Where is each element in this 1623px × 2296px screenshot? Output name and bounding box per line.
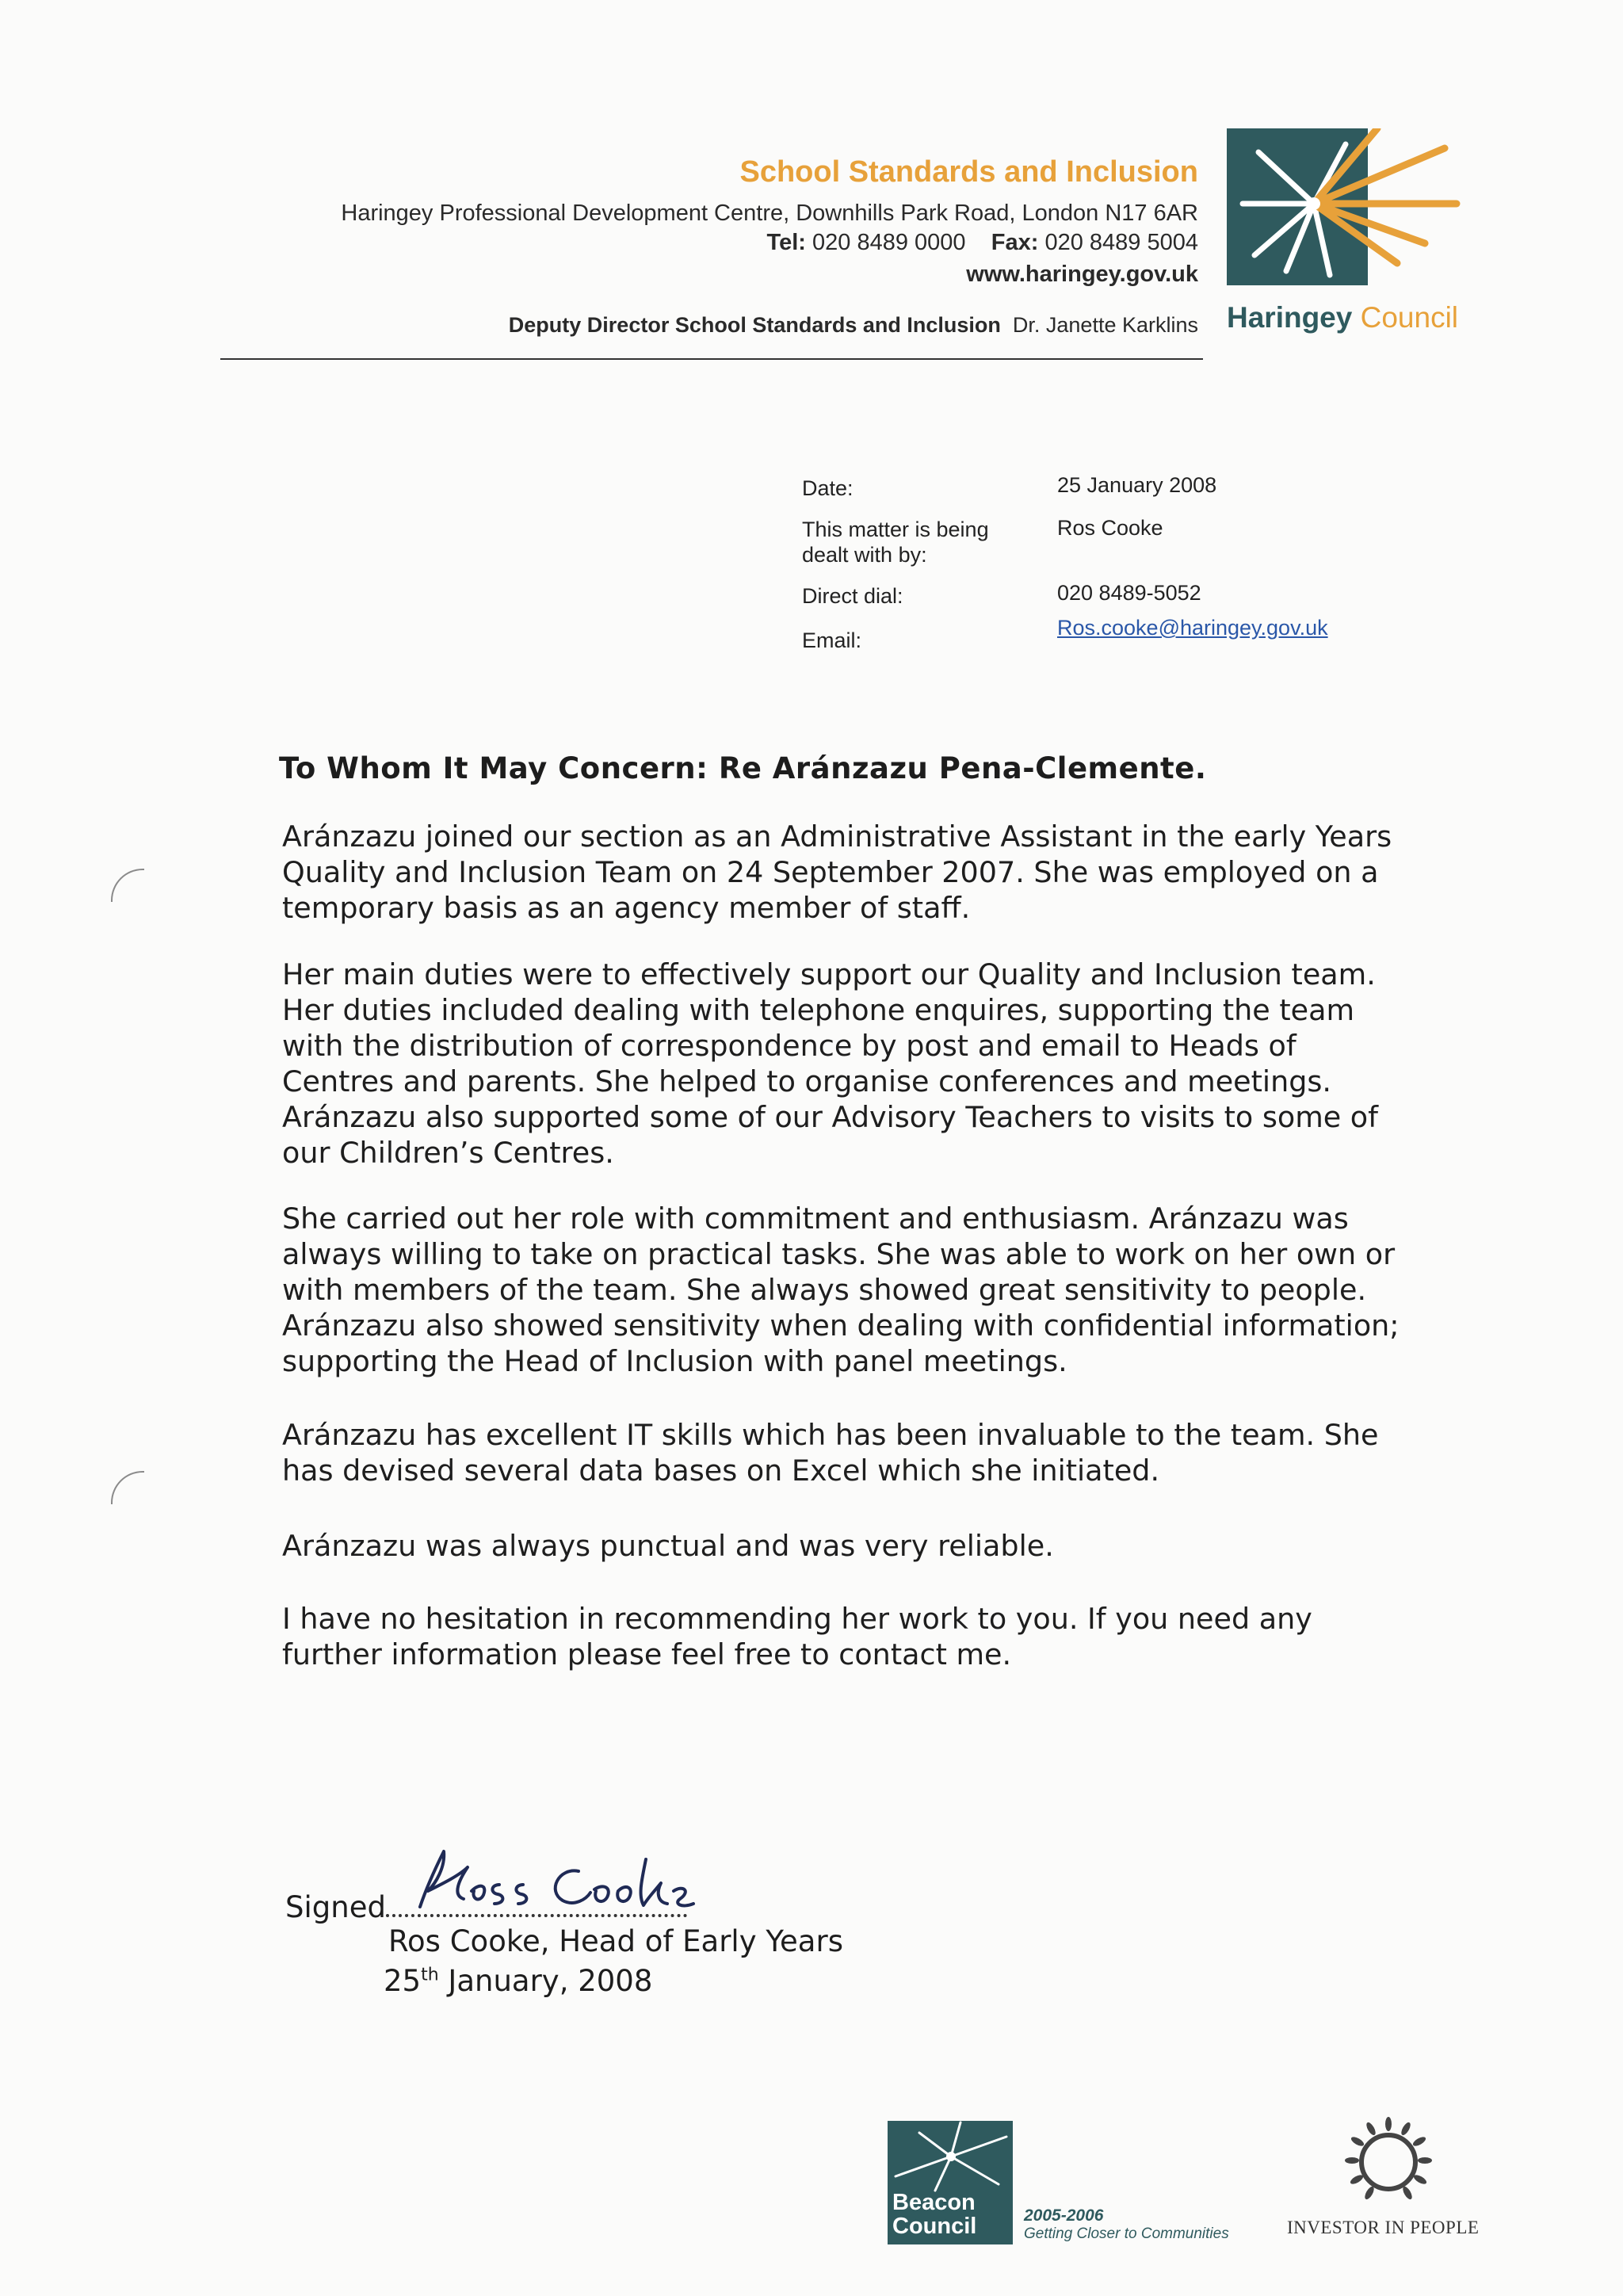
punch-hole-mark — [111, 869, 144, 902]
website-link[interactable]: www.haringey.gov.uk — [966, 262, 1198, 287]
direct-dial-value: 020 8489-5052 — [1057, 581, 1201, 605]
signature-date-day: 25 — [384, 1964, 422, 1998]
paragraph-1: Aránzazu joined our section as an Administrative Assistant in the early Years Quality and Inclusion Team on 24 September 2007. She was employed on a temporary basis as an agency member of staff. — [282, 819, 1392, 925]
paragraph-3: She carried out her role with commitment and enthusiasm. Aránzazu was always willing to take on practical tasks. She was able to work on her own or with members of the team. She always showed great sensitivity to people. Aránzazu also showed sensitivity when dealing with confidential information; supporting the Head of Inclusion with panel meetings. — [282, 1201, 1400, 1378]
signature-dotted-line — [386, 1898, 687, 1917]
tel-label: Tel: — [766, 230, 806, 255]
beacon-council-logo — [888, 2121, 1013, 2244]
dealt-with-label-line2: dealt with by: — [802, 543, 927, 567]
signatory-name: Ros Cooke, Head of Early Years — [388, 1924, 843, 1958]
signature-date-suffix: th — [421, 1965, 439, 1985]
department-title: School Standards and Inclusion — [739, 155, 1198, 189]
deputy-name: Dr. Janette Karklins — [1012, 313, 1198, 337]
letterhead-address: Haringey Professional Development Centre, Downhills Park Road, London N17 6AR — [341, 201, 1198, 226]
fax-number: 020 8489 5004 — [1044, 230, 1198, 255]
date-label: Date: — [802, 476, 854, 500]
council-name-haringey: Haringey — [1227, 301, 1353, 334]
dealt-with-label-line1: This matter is being — [802, 518, 989, 541]
header-divider — [220, 358, 1203, 360]
deputy-title: Deputy Director School Standards and Inclusion — [508, 313, 1001, 337]
council-name-council: Council — [1360, 301, 1459, 334]
beacon-years: 2005-2006 — [1024, 2206, 1104, 2225]
date-value: 25 January 2008 — [1057, 473, 1217, 497]
beacon-star-icon — [888, 2121, 1013, 2192]
beacon-line-1: Beacon — [892, 2190, 976, 2215]
deputy-director-line — [509, 313, 1198, 338]
email-link[interactable]: Ros.cooke@haringey.gov.uk — [1057, 616, 1328, 640]
dealt-with-label — [802, 517, 989, 567]
paragraph-4: Aránzazu has excellent IT skills which has been invaluable to the team. She has devised several data bases on Excel which she initiated. — [282, 1418, 1379, 1488]
punch-hole-mark — [111, 1471, 144, 1504]
fax-label: Fax: — [991, 230, 1039, 255]
beacon-tagline: Getting Closer to Communities — [1024, 2225, 1229, 2242]
signature-date — [384, 1964, 652, 1998]
paragraph-5: Aránzazu was always punctual and was very reliable. — [282, 1529, 1054, 1563]
laurel-wreath-icon — [1339, 2113, 1438, 2211]
dealt-with-value: Ros Cooke — [1057, 516, 1163, 540]
paragraph-6: I have no hesitation in recommending her work to you. If you need any further information please feel free to contact me. — [282, 1602, 1312, 1671]
council-name — [1227, 301, 1458, 334]
beacon-line-2: Council — [892, 2214, 977, 2239]
letterhead-phone — [767, 230, 1198, 256]
haringey-council-logo — [1227, 128, 1368, 285]
signed-label: Signed — [285, 1890, 386, 1924]
paragraph-2: Her main duties were to effectively support our Quality and Inclusion team. Her duties included dealing with telephone enquires, supporting the team with the distribution of correspondence by post and email to Heads of Centres and parents. She helped to organise conferences and meetings. Aránzazu also supported some of our Advisory Teachers to visits to some of our Children’s Centres. — [282, 957, 1378, 1170]
email-label: Email: — [802, 628, 862, 652]
letter-subject: To Whom It May Concern: Re Aránzazu Pena-Clemente. — [279, 751, 1207, 785]
beacon-council-text — [892, 2191, 976, 2238]
tel-number: 020 8489 0000 — [812, 230, 966, 255]
signature-date-rest: January, 2008 — [438, 1964, 653, 1998]
direct-dial-label: Direct dial: — [802, 584, 903, 608]
investor-in-people-text: INVESTOR IN PEOPLE — [1287, 2218, 1480, 2237]
starburst-icon — [1227, 128, 1465, 287]
signed-line — [285, 1890, 687, 1924]
